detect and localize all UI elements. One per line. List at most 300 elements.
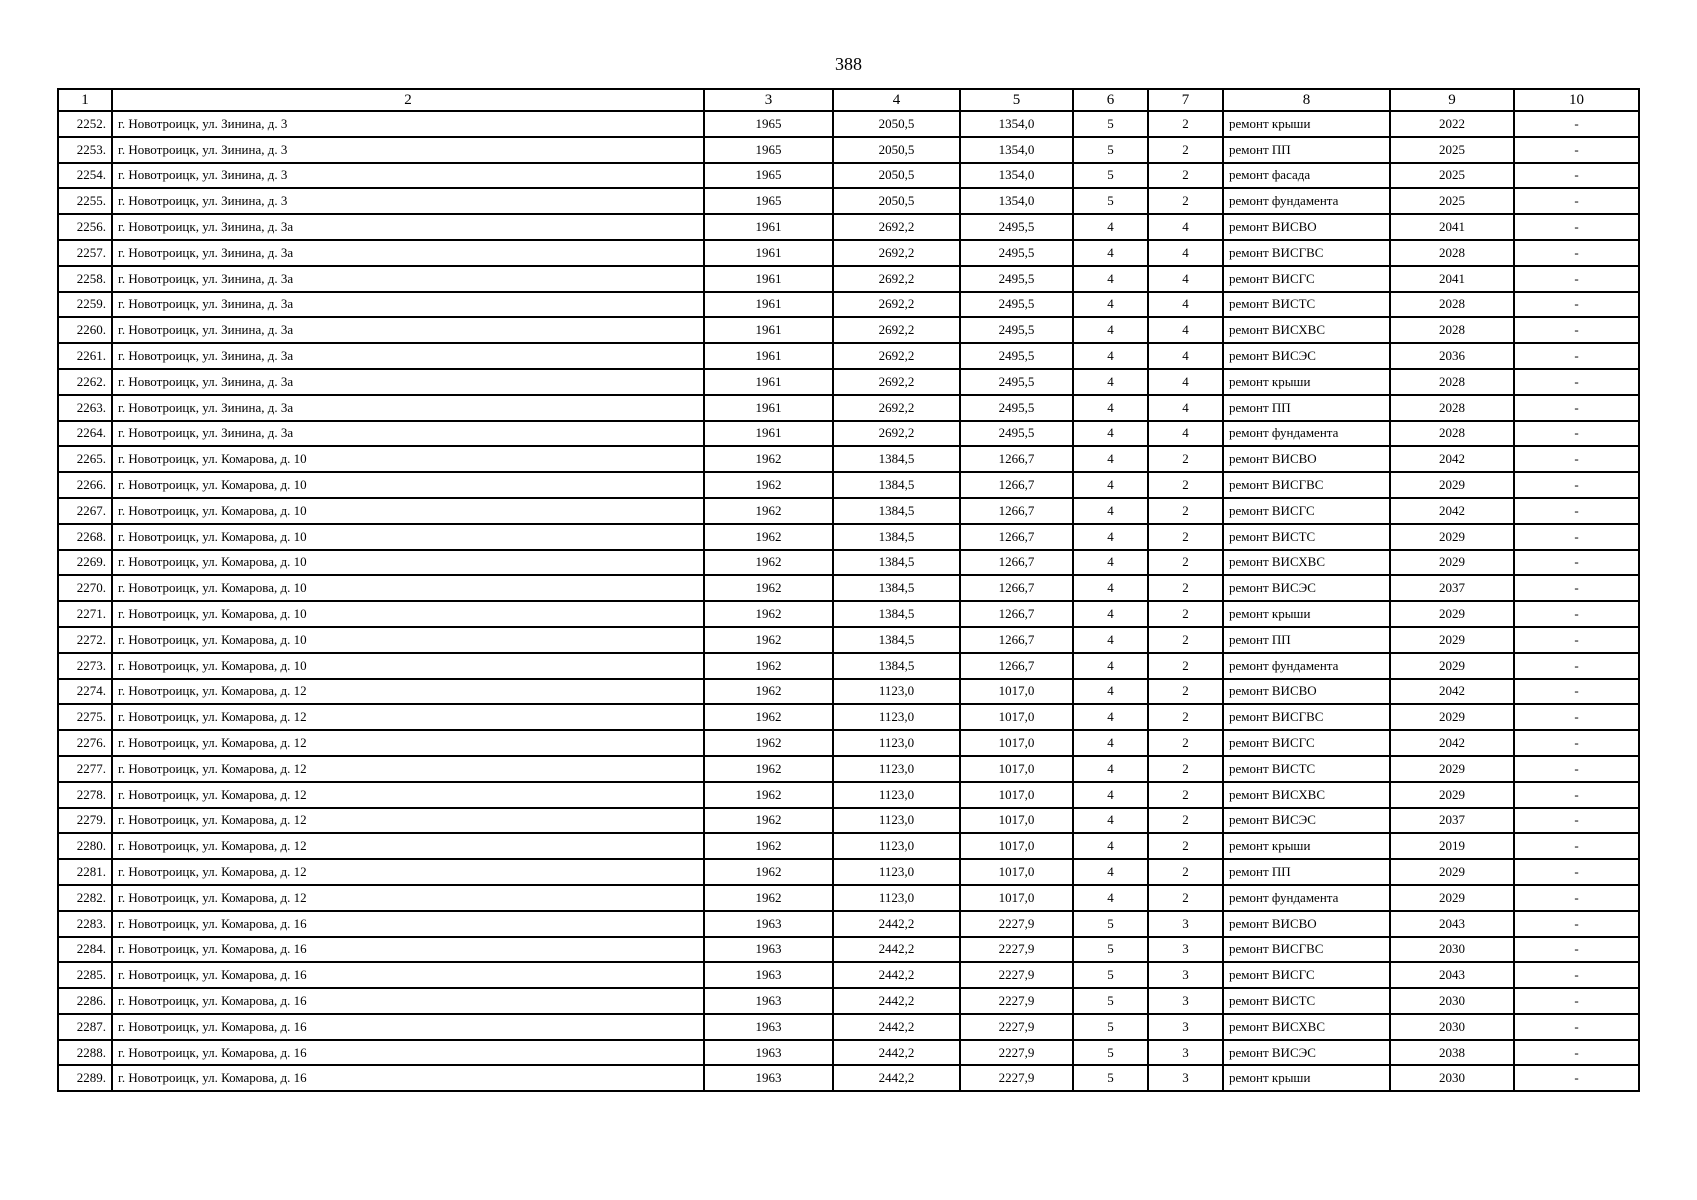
note-cell: -: [1514, 627, 1639, 653]
entrances-cell: 4: [1148, 369, 1223, 395]
entrances-cell: 4: [1148, 343, 1223, 369]
column-header-8: 8: [1223, 89, 1390, 111]
work-type-cell: ремонт ПП: [1223, 859, 1390, 885]
living-area-cell: 1266,7: [960, 601, 1073, 627]
work-type-cell: ремонт ВИСВО: [1223, 214, 1390, 240]
planned-year-cell: 2029: [1390, 601, 1514, 627]
year-built-cell: 1962: [704, 808, 833, 834]
work-type-cell: ремонт ВИСХВС: [1223, 550, 1390, 576]
floors-cell: 4: [1073, 214, 1148, 240]
entrances-cell: 2: [1148, 601, 1223, 627]
year-built-cell: 1961: [704, 240, 833, 266]
address-cell: г. Новотроицк, ул. Комарова, д. 10: [112, 498, 704, 524]
entrances-cell: 2: [1148, 833, 1223, 859]
table-row: [58, 498, 1639, 524]
note-cell: -: [1514, 937, 1639, 963]
floors-cell: 5: [1073, 137, 1148, 163]
work-type-cell: ремонт ВИСГВС: [1223, 240, 1390, 266]
living-area-cell: 1354,0: [960, 163, 1073, 189]
column-header-7: 7: [1148, 89, 1223, 111]
living-area-cell: 1354,0: [960, 111, 1073, 137]
row-number-cell: 2288.: [58, 1040, 112, 1066]
total-area-cell: 2692,2: [833, 317, 960, 343]
table-row: [58, 1040, 1639, 1066]
floors-cell: 4: [1073, 421, 1148, 447]
total-area-cell: 1384,5: [833, 498, 960, 524]
total-area-cell: 1384,5: [833, 524, 960, 550]
table-row: [58, 627, 1639, 653]
row-number-cell: 2268.: [58, 524, 112, 550]
floors-cell: 4: [1073, 704, 1148, 730]
note-cell: -: [1514, 962, 1639, 988]
year-built-cell: 1962: [704, 575, 833, 601]
planned-year-cell: 2029: [1390, 782, 1514, 808]
table-row: [58, 369, 1639, 395]
planned-year-cell: 2028: [1390, 240, 1514, 266]
note-cell: -: [1514, 1065, 1639, 1091]
note-cell: -: [1514, 704, 1639, 730]
address-cell: г. Новотроицк, ул. Зинина, д. 3а: [112, 292, 704, 318]
total-area-cell: 1384,5: [833, 550, 960, 576]
living-area-cell: 1017,0: [960, 704, 1073, 730]
planned-year-cell: 2042: [1390, 679, 1514, 705]
floors-cell: 5: [1073, 188, 1148, 214]
living-area-cell: 1266,7: [960, 575, 1073, 601]
note-cell: -: [1514, 214, 1639, 240]
floors-cell: 4: [1073, 317, 1148, 343]
floors-cell: 4: [1073, 601, 1148, 627]
year-built-cell: 1963: [704, 962, 833, 988]
planned-year-cell: 2030: [1390, 988, 1514, 1014]
planned-year-cell: 2025: [1390, 163, 1514, 189]
total-area-cell: 1384,5: [833, 601, 960, 627]
table-row: [58, 137, 1639, 163]
note-cell: -: [1514, 679, 1639, 705]
table-row: [58, 472, 1639, 498]
row-number-cell: 2286.: [58, 988, 112, 1014]
address-cell: г. Новотроицк, ул. Комарова, д. 16: [112, 1065, 704, 1091]
floors-cell: 5: [1073, 962, 1148, 988]
living-area-cell: 1266,7: [960, 498, 1073, 524]
table-row: [58, 782, 1639, 808]
year-built-cell: 1962: [704, 833, 833, 859]
entrances-cell: 2: [1148, 704, 1223, 730]
address-cell: г. Новотроицк, ул. Зинина, д. 3а: [112, 343, 704, 369]
row-number-cell: 2254.: [58, 163, 112, 189]
total-area-cell: 2692,2: [833, 266, 960, 292]
living-area-cell: 1017,0: [960, 859, 1073, 885]
entrances-cell: 4: [1148, 317, 1223, 343]
living-area-cell: 1017,0: [960, 679, 1073, 705]
address-cell: г. Новотроицк, ул. Комарова, д. 12: [112, 782, 704, 808]
address-cell: г. Новотроицк, ул. Зинина, д. 3: [112, 137, 704, 163]
floors-cell: 4: [1073, 343, 1148, 369]
entrances-cell: 2: [1148, 188, 1223, 214]
planned-year-cell: 2037: [1390, 808, 1514, 834]
table-row: [58, 575, 1639, 601]
column-header-6: 6: [1073, 89, 1148, 111]
year-built-cell: 1961: [704, 395, 833, 421]
entrances-cell: 2: [1148, 885, 1223, 911]
work-type-cell: ремонт крыши: [1223, 1065, 1390, 1091]
row-number-cell: 2266.: [58, 472, 112, 498]
row-number-cell: 2277.: [58, 756, 112, 782]
row-number-cell: 2284.: [58, 937, 112, 963]
total-area-cell: 2692,2: [833, 240, 960, 266]
table-row: [58, 833, 1639, 859]
total-area-cell: 2442,2: [833, 988, 960, 1014]
note-cell: -: [1514, 601, 1639, 627]
entrances-cell: 2: [1148, 653, 1223, 679]
table-row: [58, 704, 1639, 730]
floors-cell: 4: [1073, 395, 1148, 421]
floors-cell: 4: [1073, 446, 1148, 472]
floors-cell: 4: [1073, 679, 1148, 705]
total-area-cell: 2050,5: [833, 188, 960, 214]
address-cell: г. Новотроицк, ул. Комарова, д. 12: [112, 730, 704, 756]
planned-year-cell: 2028: [1390, 317, 1514, 343]
year-built-cell: 1965: [704, 188, 833, 214]
row-number-cell: 2258.: [58, 266, 112, 292]
note-cell: -: [1514, 833, 1639, 859]
floors-cell: 4: [1073, 833, 1148, 859]
living-area-cell: 1354,0: [960, 188, 1073, 214]
note-cell: -: [1514, 421, 1639, 447]
work-type-cell: ремонт ВИСТС: [1223, 756, 1390, 782]
planned-year-cell: 2041: [1390, 214, 1514, 240]
work-type-cell: ремонт ВИСЭС: [1223, 575, 1390, 601]
living-area-cell: 1017,0: [960, 808, 1073, 834]
note-cell: -: [1514, 472, 1639, 498]
planned-year-cell: 2029: [1390, 472, 1514, 498]
table-row: [58, 188, 1639, 214]
year-built-cell: 1961: [704, 343, 833, 369]
entrances-cell: 2: [1148, 550, 1223, 576]
living-area-cell: 1354,0: [960, 137, 1073, 163]
work-type-cell: ремонт ВИСГВС: [1223, 937, 1390, 963]
floors-cell: 5: [1073, 163, 1148, 189]
year-built-cell: 1961: [704, 214, 833, 240]
address-cell: г. Новотроицк, ул. Комарова, д. 10: [112, 627, 704, 653]
work-type-cell: ремонт ВИСХВС: [1223, 317, 1390, 343]
entrances-cell: 2: [1148, 756, 1223, 782]
row-number-cell: 2279.: [58, 808, 112, 834]
note-cell: -: [1514, 266, 1639, 292]
address-cell: г. Новотроицк, ул. Комарова, д. 12: [112, 704, 704, 730]
row-number-cell: 2267.: [58, 498, 112, 524]
column-header-9: 9: [1390, 89, 1514, 111]
row-number-cell: 2265.: [58, 446, 112, 472]
note-cell: -: [1514, 369, 1639, 395]
living-area-cell: 1017,0: [960, 833, 1073, 859]
address-cell: г. Новотроицк, ул. Зинина, д. 3а: [112, 369, 704, 395]
column-header-4: 4: [833, 89, 960, 111]
year-built-cell: 1962: [704, 885, 833, 911]
living-area-cell: 2227,9: [960, 1040, 1073, 1066]
table-row: [58, 111, 1639, 137]
entrances-cell: 3: [1148, 937, 1223, 963]
total-area-cell: 1384,5: [833, 446, 960, 472]
planned-year-cell: 2042: [1390, 446, 1514, 472]
row-number-cell: 2271.: [58, 601, 112, 627]
total-area-cell: 2442,2: [833, 1065, 960, 1091]
work-type-cell: ремонт ВИСТС: [1223, 524, 1390, 550]
floors-cell: 4: [1073, 885, 1148, 911]
row-number-cell: 2264.: [58, 421, 112, 447]
entrances-cell: 2: [1148, 137, 1223, 163]
living-area-cell: 2227,9: [960, 1014, 1073, 1040]
total-area-cell: 1123,0: [833, 885, 960, 911]
entrances-cell: 2: [1148, 111, 1223, 137]
row-number-cell: 2278.: [58, 782, 112, 808]
year-built-cell: 1962: [704, 782, 833, 808]
address-cell: г. Новотроицк, ул. Комарова, д. 16: [112, 911, 704, 937]
work-type-cell: ремонт ВИСХВС: [1223, 1014, 1390, 1040]
table-row: [58, 730, 1639, 756]
note-cell: -: [1514, 859, 1639, 885]
floors-cell: 4: [1073, 550, 1148, 576]
total-area-cell: 1123,0: [833, 704, 960, 730]
work-type-cell: ремонт ВИСВО: [1223, 446, 1390, 472]
floors-cell: 4: [1073, 730, 1148, 756]
planned-year-cell: 2025: [1390, 188, 1514, 214]
address-cell: г. Новотроицк, ул. Зинина, д. 3: [112, 111, 704, 137]
planned-year-cell: 2036: [1390, 343, 1514, 369]
year-built-cell: 1962: [704, 704, 833, 730]
work-type-cell: ремонт ВИСТС: [1223, 988, 1390, 1014]
planned-year-cell: 2025: [1390, 137, 1514, 163]
table-row: [58, 240, 1639, 266]
living-area-cell: 2495,5: [960, 292, 1073, 318]
living-area-cell: 1266,7: [960, 653, 1073, 679]
row-number-cell: 2281.: [58, 859, 112, 885]
column-header-3: 3: [704, 89, 833, 111]
address-cell: г. Новотроицк, ул. Комарова, д. 12: [112, 833, 704, 859]
address-cell: г. Новотроицк, ул. Зинина, д. 3а: [112, 421, 704, 447]
entrances-cell: 2: [1148, 446, 1223, 472]
floors-cell: 5: [1073, 111, 1148, 137]
entrances-cell: 2: [1148, 627, 1223, 653]
address-cell: г. Новотроицк, ул. Комарова, д. 10: [112, 653, 704, 679]
table-row: [58, 266, 1639, 292]
planned-year-cell: 2022: [1390, 111, 1514, 137]
year-built-cell: 1962: [704, 653, 833, 679]
work-type-cell: ремонт ВИСГВС: [1223, 472, 1390, 498]
floors-cell: 4: [1073, 472, 1148, 498]
planned-year-cell: 2028: [1390, 395, 1514, 421]
planned-year-cell: 2043: [1390, 962, 1514, 988]
note-cell: -: [1514, 756, 1639, 782]
register-table: [57, 88, 1640, 1092]
living-area-cell: 2495,5: [960, 317, 1073, 343]
total-area-cell: 1123,0: [833, 782, 960, 808]
year-built-cell: 1962: [704, 550, 833, 576]
address-cell: г. Новотроицк, ул. Зинина, д. 3: [112, 188, 704, 214]
year-built-cell: 1962: [704, 730, 833, 756]
floors-cell: 4: [1073, 498, 1148, 524]
total-area-cell: 2692,2: [833, 343, 960, 369]
total-area-cell: 2050,5: [833, 111, 960, 137]
living-area-cell: 1266,7: [960, 550, 1073, 576]
address-cell: г. Новотроицк, ул. Комарова, д. 12: [112, 885, 704, 911]
address-cell: г. Новотроицк, ул. Комарова, д. 16: [112, 962, 704, 988]
note-cell: -: [1514, 343, 1639, 369]
year-built-cell: 1965: [704, 137, 833, 163]
year-built-cell: 1963: [704, 1040, 833, 1066]
planned-year-cell: 2029: [1390, 885, 1514, 911]
entrances-cell: 4: [1148, 214, 1223, 240]
entrances-cell: 4: [1148, 292, 1223, 318]
address-cell: г. Новотроицк, ул. Комарова, д. 10: [112, 550, 704, 576]
address-cell: г. Новотроицк, ул. Комарова, д. 16: [112, 937, 704, 963]
address-cell: г. Новотроицк, ул. Комарова, д. 10: [112, 472, 704, 498]
row-number-cell: 2272.: [58, 627, 112, 653]
work-type-cell: ремонт фундамента: [1223, 188, 1390, 214]
row-number-cell: 2263.: [58, 395, 112, 421]
living-area-cell: 2227,9: [960, 962, 1073, 988]
floors-cell: 5: [1073, 1065, 1148, 1091]
note-cell: -: [1514, 188, 1639, 214]
row-number-cell: 2257.: [58, 240, 112, 266]
address-cell: г. Новотроицк, ул. Комарова, д. 16: [112, 1040, 704, 1066]
table-row: [58, 756, 1639, 782]
table-body: [58, 111, 1639, 1091]
planned-year-cell: 2029: [1390, 524, 1514, 550]
year-built-cell: 1962: [704, 524, 833, 550]
total-area-cell: 1384,5: [833, 472, 960, 498]
address-cell: г. Новотроицк, ул. Зинина, д. 3а: [112, 214, 704, 240]
table-row: [58, 1065, 1639, 1091]
entrances-cell: 3: [1148, 988, 1223, 1014]
planned-year-cell: 2029: [1390, 653, 1514, 679]
table-row: [58, 601, 1639, 627]
living-area-cell: 1017,0: [960, 885, 1073, 911]
total-area-cell: 1123,0: [833, 756, 960, 782]
work-type-cell: ремонт крыши: [1223, 111, 1390, 137]
total-area-cell: 1123,0: [833, 859, 960, 885]
entrances-cell: 2: [1148, 679, 1223, 705]
table-row: [58, 1014, 1639, 1040]
planned-year-cell: 2028: [1390, 369, 1514, 395]
floors-cell: 4: [1073, 292, 1148, 318]
work-type-cell: ремонт ВИСЭС: [1223, 343, 1390, 369]
work-type-cell: ремонт фундамента: [1223, 421, 1390, 447]
entrances-cell: 2: [1148, 730, 1223, 756]
total-area-cell: 2442,2: [833, 937, 960, 963]
note-cell: -: [1514, 1014, 1639, 1040]
address-cell: г. Новотроицк, ул. Зинина, д. 3а: [112, 395, 704, 421]
note-cell: -: [1514, 317, 1639, 343]
planned-year-cell: 2042: [1390, 730, 1514, 756]
work-type-cell: ремонт ВИСГС: [1223, 498, 1390, 524]
year-built-cell: 1961: [704, 421, 833, 447]
entrances-cell: 3: [1148, 962, 1223, 988]
address-cell: г. Новотроицк, ул. Комарова, д. 10: [112, 575, 704, 601]
planned-year-cell: 2042: [1390, 498, 1514, 524]
year-built-cell: 1962: [704, 627, 833, 653]
total-area-cell: 2692,2: [833, 369, 960, 395]
entrances-cell: 2: [1148, 575, 1223, 601]
planned-year-cell: 2019: [1390, 833, 1514, 859]
work-type-cell: ремонт ВИСГС: [1223, 962, 1390, 988]
floors-cell: 5: [1073, 1014, 1148, 1040]
floors-cell: 4: [1073, 575, 1148, 601]
table-row: [58, 911, 1639, 937]
note-cell: -: [1514, 808, 1639, 834]
table-row: [58, 653, 1639, 679]
row-number-cell: 2287.: [58, 1014, 112, 1040]
address-cell: г. Новотроицк, ул. Комарова, д. 16: [112, 1014, 704, 1040]
work-type-cell: ремонт ВИСЭС: [1223, 808, 1390, 834]
table-row: [58, 292, 1639, 318]
planned-year-cell: 2037: [1390, 575, 1514, 601]
address-cell: г. Новотроицк, ул. Комарова, д. 12: [112, 679, 704, 705]
header-row: [58, 89, 1639, 111]
living-area-cell: 1017,0: [960, 730, 1073, 756]
row-number-cell: 2261.: [58, 343, 112, 369]
note-cell: -: [1514, 730, 1639, 756]
note-cell: -: [1514, 446, 1639, 472]
total-area-cell: 1384,5: [833, 653, 960, 679]
year-built-cell: 1962: [704, 756, 833, 782]
total-area-cell: 2692,2: [833, 292, 960, 318]
note-cell: -: [1514, 240, 1639, 266]
floors-cell: 4: [1073, 627, 1148, 653]
floors-cell: 4: [1073, 782, 1148, 808]
floors-cell: 4: [1073, 808, 1148, 834]
table-row: [58, 808, 1639, 834]
work-type-cell: ремонт ВИСВО: [1223, 679, 1390, 705]
living-area-cell: 2227,9: [960, 937, 1073, 963]
row-number-cell: 2259.: [58, 292, 112, 318]
note-cell: -: [1514, 782, 1639, 808]
floors-cell: 4: [1073, 524, 1148, 550]
entrances-cell: 3: [1148, 1014, 1223, 1040]
address-cell: г. Новотроицк, ул. Комарова, д. 12: [112, 756, 704, 782]
address-cell: г. Новотроицк, ул. Зинина, д. 3а: [112, 317, 704, 343]
year-built-cell: 1961: [704, 266, 833, 292]
year-built-cell: 1962: [704, 446, 833, 472]
work-type-cell: ремонт ПП: [1223, 395, 1390, 421]
row-number-cell: 2274.: [58, 679, 112, 705]
entrances-cell: 2: [1148, 498, 1223, 524]
row-number-cell: 2283.: [58, 911, 112, 937]
work-type-cell: ремонт фундамента: [1223, 653, 1390, 679]
year-built-cell: 1961: [704, 369, 833, 395]
row-number-cell: 2260.: [58, 317, 112, 343]
address-cell: г. Новотроицк, ул. Зинина, д. 3а: [112, 240, 704, 266]
living-area-cell: 2227,9: [960, 988, 1073, 1014]
planned-year-cell: 2028: [1390, 292, 1514, 318]
note-cell: -: [1514, 395, 1639, 421]
work-type-cell: ремонт ВИСГС: [1223, 266, 1390, 292]
living-area-cell: 1266,7: [960, 472, 1073, 498]
note-cell: -: [1514, 575, 1639, 601]
table-row: [58, 395, 1639, 421]
year-built-cell: 1962: [704, 498, 833, 524]
year-built-cell: 1963: [704, 911, 833, 937]
note-cell: -: [1514, 885, 1639, 911]
planned-year-cell: 2029: [1390, 627, 1514, 653]
entrances-cell: 4: [1148, 395, 1223, 421]
living-area-cell: 2495,5: [960, 266, 1073, 292]
total-area-cell: 2692,2: [833, 421, 960, 447]
work-type-cell: ремонт фундамента: [1223, 885, 1390, 911]
table-row: [58, 421, 1639, 447]
note-cell: -: [1514, 524, 1639, 550]
living-area-cell: 2227,9: [960, 911, 1073, 937]
year-built-cell: 1963: [704, 1065, 833, 1091]
